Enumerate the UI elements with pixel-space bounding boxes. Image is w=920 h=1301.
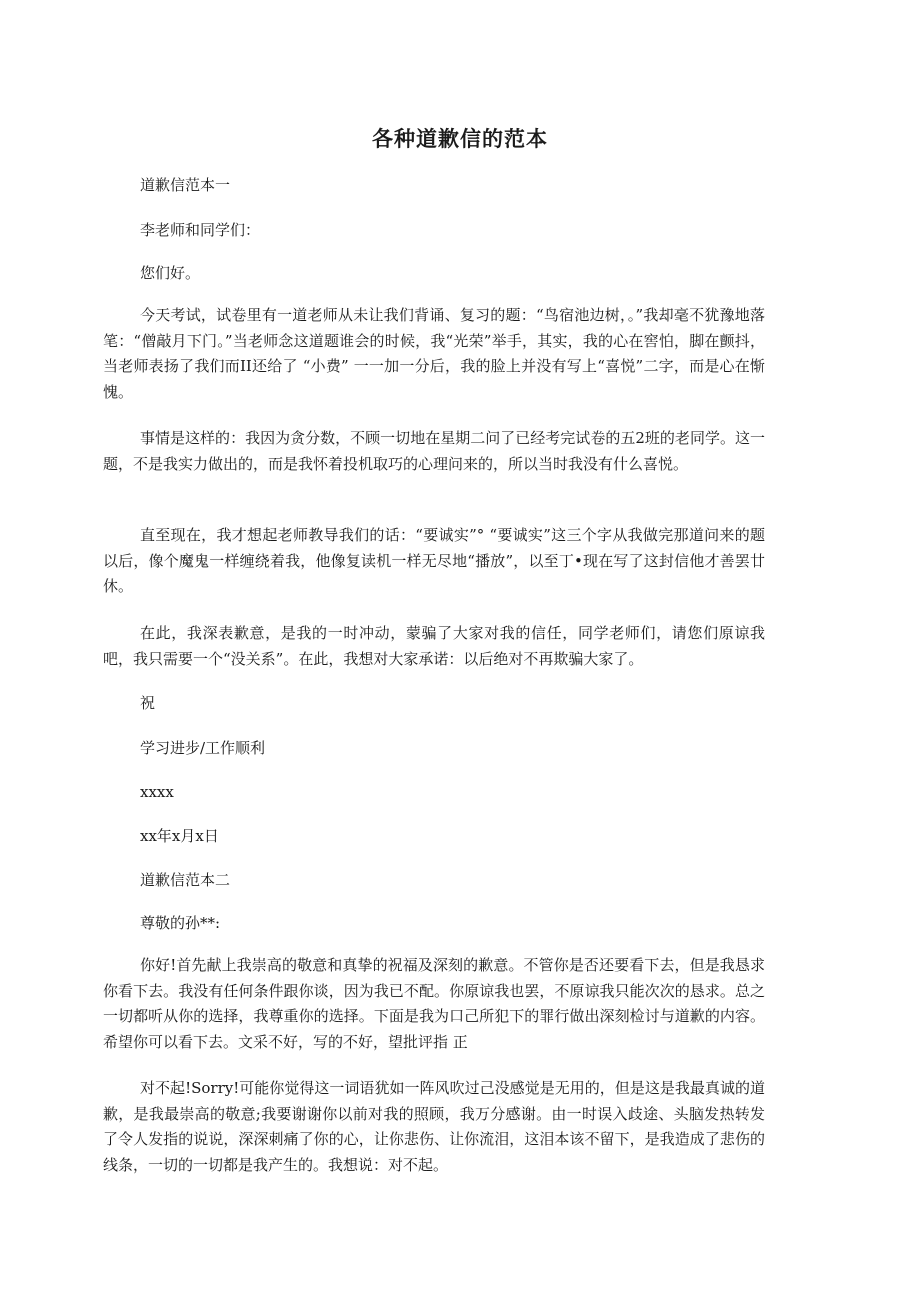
sample1-paragraph-1: 今天考试，试卷里有一道老师从未让我们背诵、复习的题：“鸟宿池边树，。”我却毫不犹豫地落笔：“僧敲月下门。”当老师念这道题谁会的时候，我“光荣”举手，其实，我的心在窖怕，脚在颤抖，当老师表扬了我们而II还给了 “小费” 一一加一分后，我的脸上并没有写上“喜悦”二字，而是心在惭愧。 (103, 306, 765, 402)
sample1-heading: 道歉信范本一 (140, 176, 231, 194)
closing-word: 祝 (140, 694, 156, 712)
sample1-paragraph-3: 直至现在，我才想起老师教导我们的话：“要诚实”° “要诚实”这三个字从我做完那道问来的题以后，像个魔鬼一样缠绕着我，他像复读机一样无尽地“播放”，以至丁•现在写了这封信他才善罢廿休。 (103, 526, 765, 596)
sample2-salutation: 尊敬的孙**: (140, 914, 221, 932)
sample1-paragraph-4: 在此，我深表歉意，是我的一时冲动，蒙骗了大家对我的信任，同学老师们，请您们原谅我吧，我只需要一个“没关系”。在此，我想对大家承诺：以后绝对不再欺骗大家了。 (103, 624, 765, 668)
sample2-paragraph-2: 对不起!Sorry!可能你觉得这一词语犹如一阵风吹过己没感觉是无用的，但是这是我最真诚的道歉，是我最崇高的敬意;我要谢谢你以前对我的照顾，我万分感谢。由一时误入歧途、头脑发热转发了令人发指的说说，深深刺痛了你的心，让你悲伤、让你流泪，这泪本该不留下，是我造成了悲伤的线条，一切的一切都是我产生的。我想说：对不起。 (103, 1079, 765, 1175)
sample1-paragraph-2: 事情是这样的：我因为贪分数，不顾一切地在星期二问了已经考完试卷的五2班的老同学。这一题，不是我实力做出的，而是我怀着投机取巧的心理问来的，所以当时我没有什么喜悦。 (103, 429, 765, 473)
closing-wish: 学习进步/工作顺利 (140, 739, 266, 757)
signature: xxxx (140, 783, 174, 801)
document-title: 各种道歉信的范本 (372, 127, 548, 151)
sample2-heading: 道歉信范本二 (140, 871, 231, 889)
date: xx年x月x日 (140, 827, 219, 845)
sample1-salutation: 李老师和同学们： (140, 221, 261, 239)
sample1-greeting: 您们好。 (140, 264, 201, 282)
sample2-paragraph-1: 你好!首先献上我崇高的敬意和真挚的祝福及深刻的歉意。不管你是否还要看下去，但是我恳求你看下去。我没有任何条件跟你谈，因为我已不配。你原谅我也罢，不原谅我只能次次的恳求。总之一切都听从你的选择，我尊重你的选择。下面是我为口己所犯下的罪行做出深刻检讨与道歉的内容。希望你可以看下去。文采不好，写的不好，望批评指 正 (103, 956, 765, 1052)
